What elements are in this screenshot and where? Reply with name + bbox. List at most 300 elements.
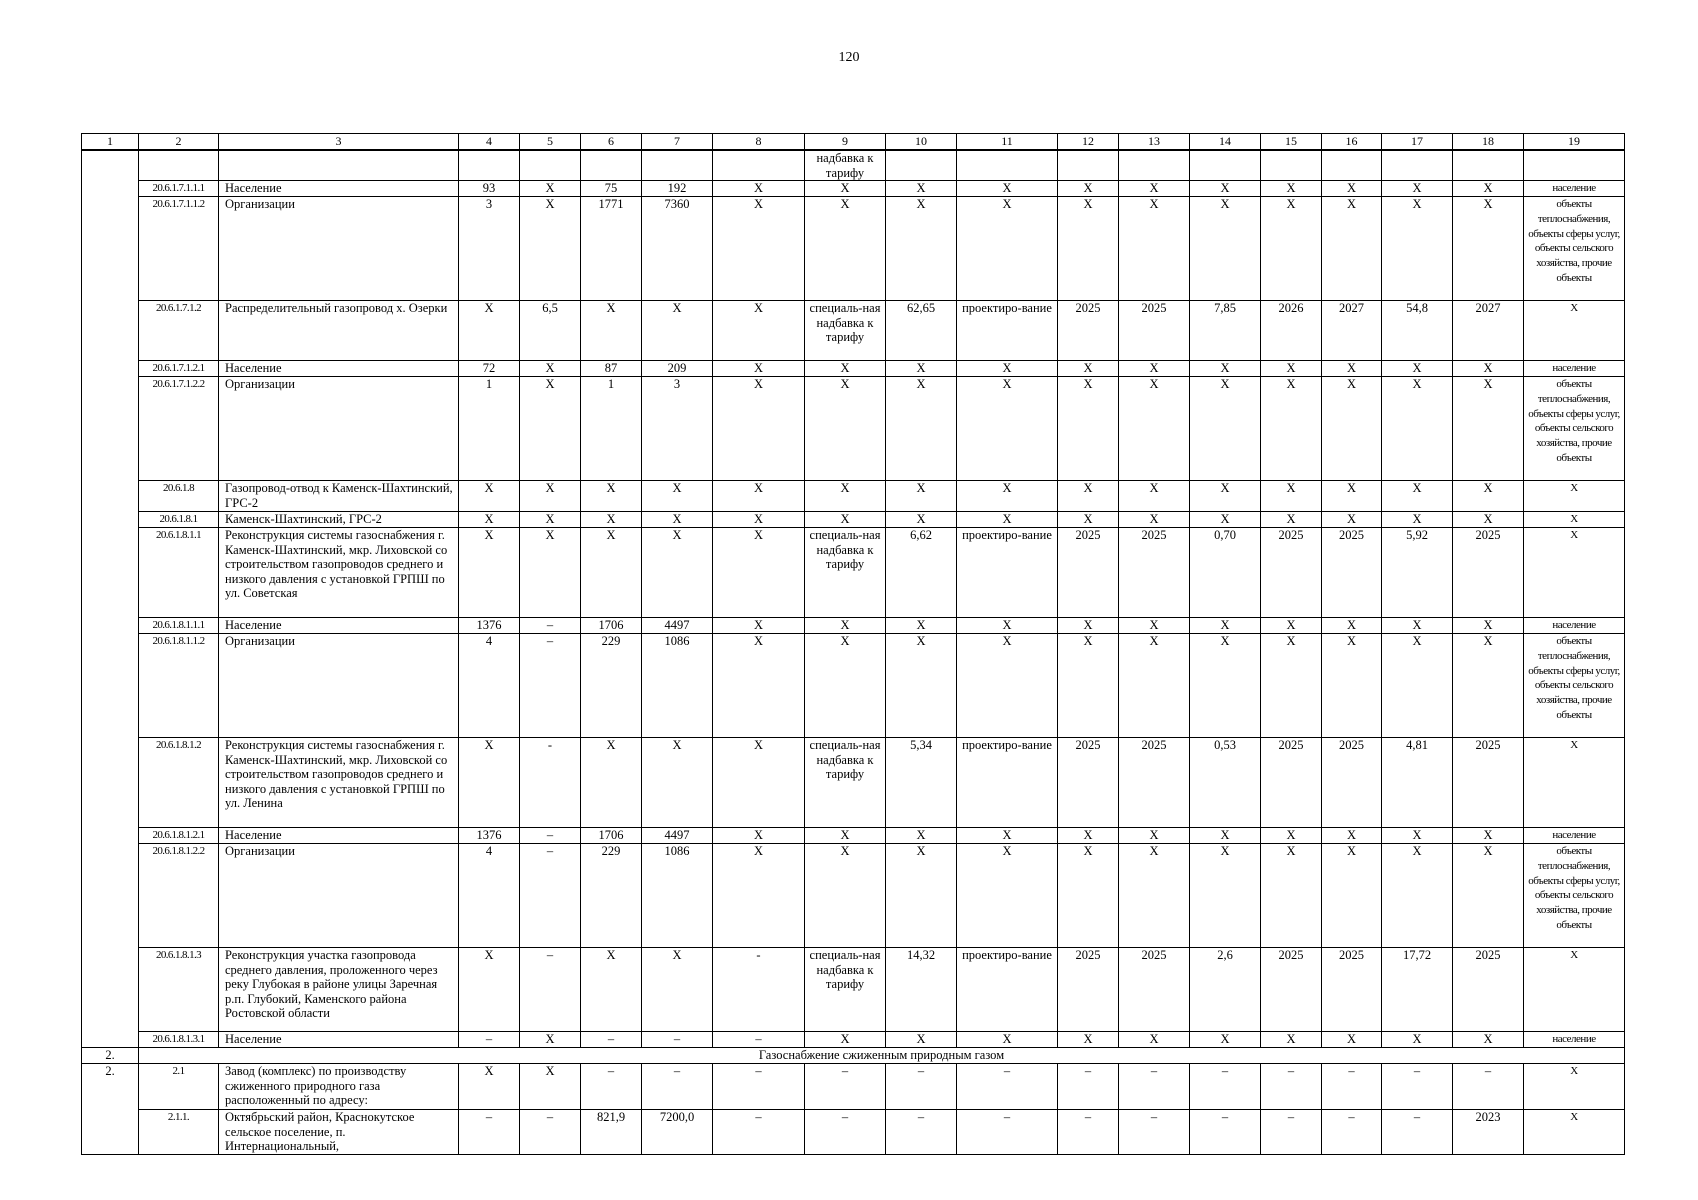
cell-col-17: X — [1382, 361, 1453, 377]
cell-col-10: X — [886, 197, 957, 301]
cell-col-9: X — [805, 844, 886, 948]
cell-col-5: – — [520, 618, 581, 634]
cell-col-12: X — [1058, 634, 1119, 738]
cell-col-15: X — [1261, 634, 1322, 738]
cell-col-13: 2025 — [1119, 528, 1190, 618]
cell-col-18: X — [1453, 512, 1524, 528]
table-row — [82, 738, 1625, 828]
cell-col-4: X — [459, 738, 520, 828]
table-row — [82, 1032, 1625, 1048]
cell-col-9: специаль-ная надбавка к тарифу — [805, 948, 886, 1032]
cell-col-2: 20.6.1.7.1.2.2 — [139, 377, 219, 481]
cell-col-15: X — [1261, 828, 1322, 844]
cell-col-10: X — [886, 618, 957, 634]
cell-col-10: X — [886, 1032, 957, 1048]
cell-col-16: 2025 — [1322, 528, 1382, 618]
cell-col-3: Организации — [219, 197, 459, 301]
table-row — [82, 618, 1625, 634]
cell-col-16: X — [1322, 618, 1382, 634]
cell-col-19: X — [1524, 948, 1625, 1032]
cell-col-14: X — [1190, 1032, 1261, 1048]
cell-col-11: X — [957, 361, 1058, 377]
cell-col-17: X — [1382, 828, 1453, 844]
cell-col-5: X — [520, 377, 581, 481]
table-row — [82, 1110, 1625, 1155]
cell-col-9: X — [805, 828, 886, 844]
cell-col-17: X — [1382, 844, 1453, 948]
cell-col-3: Население — [219, 1032, 459, 1048]
table-row — [82, 181, 1625, 197]
cell-col-8: X — [713, 361, 805, 377]
header-col-17: 17 — [1382, 134, 1453, 151]
table-row — [82, 844, 1625, 948]
cell-col-12: 2025 — [1058, 528, 1119, 618]
cell-col-6: X — [581, 738, 642, 828]
cell-col-19: X — [1524, 512, 1625, 528]
cell-col-2: 20.6.1.8.1.1.1 — [139, 618, 219, 634]
cell-col-11: X — [957, 512, 1058, 528]
cell-col-4: 4 — [459, 844, 520, 948]
cell-col-14: 0,70 — [1190, 528, 1261, 618]
cell-col-19 — [1524, 150, 1625, 181]
cell-col-4: X — [459, 1064, 520, 1110]
cell-col-9: X — [805, 1032, 886, 1048]
cell-col-2: 2.1 — [139, 1064, 219, 1110]
cell-col-19: X — [1524, 1110, 1625, 1155]
table-header-row — [82, 134, 1625, 151]
cell-col-2: 20.6.1.8.1 — [139, 512, 219, 528]
cell-col-11: X — [957, 634, 1058, 738]
cell-col-19: население — [1524, 1032, 1625, 1048]
cell-col-10: – — [886, 1064, 957, 1110]
cell-col-8 — [713, 150, 805, 181]
cell-col-9: X — [805, 377, 886, 481]
cell-col-2: 20.6.1.7.1.2.1 — [139, 361, 219, 377]
cell-col-3: Население — [219, 361, 459, 377]
cell-col-19: население — [1524, 618, 1625, 634]
cell-col-8: - — [713, 948, 805, 1032]
cell-col-18: X — [1453, 181, 1524, 197]
cell-col-2: 20.6.1.8.1.3.1 — [139, 1032, 219, 1048]
cell-col-12: X — [1058, 618, 1119, 634]
cell-col-13: X — [1119, 377, 1190, 481]
cell-col-17: X — [1382, 1032, 1453, 1048]
cell-col-6: 75 — [581, 181, 642, 197]
cell-col-11: X — [957, 1032, 1058, 1048]
cell-col-16: – — [1322, 1064, 1382, 1110]
cell-col-15: X — [1261, 481, 1322, 512]
cell-col-17: X — [1382, 634, 1453, 738]
cell-col-10: 6,62 — [886, 528, 957, 618]
cell-col-11: проектиро-вание — [957, 301, 1058, 361]
cell-col-11 — [957, 150, 1058, 181]
cell-col-15: – — [1261, 1064, 1322, 1110]
cell-col-5: X — [520, 481, 581, 512]
cell-col-15: X — [1261, 377, 1322, 481]
cell-col-6: 87 — [581, 361, 642, 377]
cell-col-6: 229 — [581, 634, 642, 738]
cell-col-7: 7360 — [642, 197, 713, 301]
cell-col-13: X — [1119, 481, 1190, 512]
cell-col-2: 20.6.1.8.1.2.2 — [139, 844, 219, 948]
header-col-1: 1 — [82, 134, 139, 151]
cell-col-7: 4497 — [642, 828, 713, 844]
header-col-11: 11 — [957, 134, 1058, 151]
cell-col-15: 2025 — [1261, 528, 1322, 618]
cell-col-16: X — [1322, 1032, 1382, 1048]
header-col-13: 13 — [1119, 134, 1190, 151]
cell-col-10: X — [886, 377, 957, 481]
cell-col-12: 2025 — [1058, 301, 1119, 361]
cell-col-13: X — [1119, 634, 1190, 738]
cell-col-10: X — [886, 634, 957, 738]
cell-col-10: 62,65 — [886, 301, 957, 361]
cell-col-4: 1376 — [459, 618, 520, 634]
cell-col-8: X — [713, 738, 805, 828]
cell-col-15: – — [1261, 1110, 1322, 1155]
header-col-4: 4 — [459, 134, 520, 151]
cell-col-7: X — [642, 481, 713, 512]
cell-col-2: 20.6.1.8.1.1.2 — [139, 634, 219, 738]
table-row — [82, 377, 1625, 481]
cell-col-9: специаль-ная надбавка к тарифу — [805, 301, 886, 361]
cell-col-11: X — [957, 181, 1058, 197]
cell-col-6 — [581, 150, 642, 181]
cell-col-11: X — [957, 618, 1058, 634]
cell-col-8: X — [713, 528, 805, 618]
cell-col-5: X — [520, 197, 581, 301]
cell-col-16: – — [1322, 1110, 1382, 1155]
cell-col-11: X — [957, 481, 1058, 512]
cell-col-17: – — [1382, 1064, 1453, 1110]
cell-col-11: проектиро-вание — [957, 738, 1058, 828]
cell-col-6: 229 — [581, 844, 642, 948]
cell-col-15: X — [1261, 197, 1322, 301]
cell-col-13: X — [1119, 361, 1190, 377]
cell-col-8: X — [713, 844, 805, 948]
cell-col-7: 1086 — [642, 844, 713, 948]
cell-col-12: 2025 — [1058, 948, 1119, 1032]
cell-col-3: Организации — [219, 377, 459, 481]
cell-col-4: X — [459, 528, 520, 618]
cell-col-10: 5,34 — [886, 738, 957, 828]
cell-col-16: X — [1322, 377, 1382, 481]
header-col-18: 18 — [1453, 134, 1524, 151]
cell-col-16: 2025 — [1322, 738, 1382, 828]
cell-col-13: X — [1119, 181, 1190, 197]
cell-col-14: 7,85 — [1190, 301, 1261, 361]
cell-col-3: Организации — [219, 634, 459, 738]
cell-col-16: X — [1322, 512, 1382, 528]
header-col-14: 14 — [1190, 134, 1261, 151]
cell-col-2 — [139, 150, 219, 181]
cell-col-7: X — [642, 528, 713, 618]
cell-col-17: X — [1382, 197, 1453, 301]
table-row — [82, 150, 1625, 181]
cell-col-7: 209 — [642, 361, 713, 377]
header-col-2: 2 — [139, 134, 219, 151]
cell-col-13: X — [1119, 618, 1190, 634]
cell-col-19: X — [1524, 1064, 1625, 1110]
cell-col-4: 3 — [459, 197, 520, 301]
cell-col-6: X — [581, 512, 642, 528]
cell-col-7: 1086 — [642, 634, 713, 738]
cell-col-4: 93 — [459, 181, 520, 197]
cell-col-6: 1771 — [581, 197, 642, 301]
cell-col-2: 20.6.1.8.1.1 — [139, 528, 219, 618]
cell-col-1: 2. — [82, 1064, 139, 1155]
cell-col-19: X — [1524, 528, 1625, 618]
cell-col-19: X — [1524, 301, 1625, 361]
cell-col-14 — [1190, 150, 1261, 181]
cell-col-9: – — [805, 1064, 886, 1110]
cell-col-18: 2025 — [1453, 738, 1524, 828]
cell-col-16: X — [1322, 481, 1382, 512]
cell-col-5: – — [520, 634, 581, 738]
cell-col-13: X — [1119, 197, 1190, 301]
cell-col-10: X — [886, 181, 957, 197]
cell-col-16: X — [1322, 197, 1382, 301]
cell-col-13: 2025 — [1119, 738, 1190, 828]
cell-col-2: 20.6.1.7.1.1.1 — [139, 181, 219, 197]
cell-col-17: 17,72 — [1382, 948, 1453, 1032]
cell-col-4: X — [459, 481, 520, 512]
cell-col-9: X — [805, 618, 886, 634]
cell-col-11: X — [957, 844, 1058, 948]
cell-col-6: 821,9 — [581, 1110, 642, 1155]
cell-col-13: – — [1119, 1110, 1190, 1155]
cell-col-15: 2026 — [1261, 301, 1322, 361]
cell-col-8: X — [713, 828, 805, 844]
cell-col-8: X — [713, 377, 805, 481]
cell-col-9: X — [805, 481, 886, 512]
cell-col-8: X — [713, 481, 805, 512]
cell-col-10: X — [886, 512, 957, 528]
cell-col-18: X — [1453, 844, 1524, 948]
cell-col-17: X — [1382, 481, 1453, 512]
cell-col-6: X — [581, 301, 642, 361]
table-row — [82, 301, 1625, 361]
cell-col-3: Население — [219, 618, 459, 634]
cell-col-17 — [1382, 150, 1453, 181]
cell-col-11: X — [957, 828, 1058, 844]
cell-col-12: X — [1058, 181, 1119, 197]
cell-col-9: специаль-ная надбавка к тарифу — [805, 738, 886, 828]
cell-col-9: надбавка к тарифу — [805, 150, 886, 181]
cell-col-8: X — [713, 512, 805, 528]
header-col-12: 12 — [1058, 134, 1119, 151]
cell-col-19: население — [1524, 361, 1625, 377]
cell-col-11: X — [957, 377, 1058, 481]
cell-col-16: 2025 — [1322, 948, 1382, 1032]
cell-col-18: X — [1453, 377, 1524, 481]
cell-col-12: X — [1058, 844, 1119, 948]
cell-col-17: 5,92 — [1382, 528, 1453, 618]
cell-col-14: X — [1190, 512, 1261, 528]
cell-col-10: X — [886, 361, 957, 377]
cell-col-17: X — [1382, 377, 1453, 481]
cell-col-3: Каменск-Шахтинский, ГРС-2 — [219, 512, 459, 528]
cell-col-18: 2027 — [1453, 301, 1524, 361]
cell-col-16: X — [1322, 361, 1382, 377]
cell-col-7: X — [642, 512, 713, 528]
cell-col-8: – — [713, 1064, 805, 1110]
header-col-8: 8 — [713, 134, 805, 151]
cell-col-12: X — [1058, 1032, 1119, 1048]
cell-col-12: – — [1058, 1110, 1119, 1155]
cell-col-19: X — [1524, 481, 1625, 512]
cell-col-4: 1 — [459, 377, 520, 481]
cell-col-5: X — [520, 528, 581, 618]
cell-col-2: 20.6.1.8 — [139, 481, 219, 512]
cell-col-19: объекты теплоснабжения, объекты сферы услуг, объекты сельского хозяйства, прочие объекты — [1524, 634, 1625, 738]
cell-col-14: X — [1190, 377, 1261, 481]
header-col-6: 6 — [581, 134, 642, 151]
cell-col-7: – — [642, 1064, 713, 1110]
cell-col-11: – — [957, 1064, 1058, 1110]
cell-col-8: X — [713, 181, 805, 197]
cell-col-19: объекты теплоснабжения, объекты сферы услуг, объекты сельского хозяйства, прочие объекты — [1524, 377, 1625, 481]
cell-col-15: X — [1261, 361, 1322, 377]
cell-col-15: X — [1261, 1032, 1322, 1048]
cell-col-3: Реконструкция системы газоснабжения г. Каменск-Шахтинский, мкр. Лиховской со строительством газопроводов среднего и низкого давления с установкой ГРПШ по ул. Советская — [219, 528, 459, 618]
cell-col-4: – — [459, 1110, 520, 1155]
cell-col-17: X — [1382, 512, 1453, 528]
cell-col-14: 2,6 — [1190, 948, 1261, 1032]
cell-col-17: X — [1382, 181, 1453, 197]
cell-col-5: X — [520, 1032, 581, 1048]
header-col-7: 7 — [642, 134, 713, 151]
section-title: Газоснабжение сжиженным природным газом — [139, 1048, 1625, 1064]
cell-col-9: X — [805, 181, 886, 197]
cell-col-2: 2.1.1. — [139, 1110, 219, 1155]
cell-col-16: X — [1322, 181, 1382, 197]
cell-col-5: X — [520, 181, 581, 197]
cell-col-10 — [886, 150, 957, 181]
cell-col-14: – — [1190, 1110, 1261, 1155]
cell-col-16: X — [1322, 844, 1382, 948]
cell-col-19: население — [1524, 181, 1625, 197]
cell-col-18: X — [1453, 828, 1524, 844]
cell-col-10: 14,32 — [886, 948, 957, 1032]
cell-col-18: X — [1453, 1032, 1524, 1048]
cell-col-9: – — [805, 1110, 886, 1155]
cell-col-6: 1706 — [581, 618, 642, 634]
cell-col-3: Организации — [219, 844, 459, 948]
cell-col-13: X — [1119, 1032, 1190, 1048]
cell-col-12: 2025 — [1058, 738, 1119, 828]
cell-col-11: – — [957, 1110, 1058, 1155]
cell-col-6: X — [581, 948, 642, 1032]
cell-col-9: X — [805, 634, 886, 738]
cell-col-18 — [1453, 150, 1524, 181]
cell-col-3: Газопровод-отвод к Каменск-Шахтинский, ГРС-2 — [219, 481, 459, 512]
cell-col-18: 2023 — [1453, 1110, 1524, 1155]
cell-col-15: X — [1261, 844, 1322, 948]
cell-col-3: Реконструкция системы газоснабжения г. Каменск-Шахтинский, мкр. Лиховской со строительством газопроводов среднего и низкого давления с установкой ГРПШ по ул. Ленина — [219, 738, 459, 828]
cell-col-9: X — [805, 197, 886, 301]
section-number: 2. — [82, 1048, 139, 1064]
cell-col-6: – — [581, 1032, 642, 1048]
cell-col-14: X — [1190, 197, 1261, 301]
cell-col-10: X — [886, 844, 957, 948]
cell-col-6: 1 — [581, 377, 642, 481]
cell-col-12: X — [1058, 828, 1119, 844]
cell-col-14: 0,53 — [1190, 738, 1261, 828]
cell-col-8: X — [713, 301, 805, 361]
table-row — [82, 1064, 1625, 1110]
cell-col-5: – — [520, 844, 581, 948]
cell-col-9: X — [805, 361, 886, 377]
cell-col-15: 2025 — [1261, 948, 1322, 1032]
cell-col-3 — [219, 150, 459, 181]
cell-col-17: 54,8 — [1382, 301, 1453, 361]
cell-col-2: 20.6.1.8.1.2.1 — [139, 828, 219, 844]
cell-col-12: X — [1058, 377, 1119, 481]
cell-col-13: 2025 — [1119, 948, 1190, 1032]
cell-col-6: 1706 — [581, 828, 642, 844]
cell-col-16 — [1322, 150, 1382, 181]
cell-col-8: X — [713, 618, 805, 634]
cell-col-16: X — [1322, 828, 1382, 844]
cell-col-16: X — [1322, 634, 1382, 738]
cell-col-13 — [1119, 150, 1190, 181]
cell-col-12: – — [1058, 1064, 1119, 1110]
cell-col-6: X — [581, 481, 642, 512]
cell-col-4: 1376 — [459, 828, 520, 844]
cell-col-19: объекты теплоснабжения, объекты сферы услуг, объекты сельского хозяйства, прочие объекты — [1524, 197, 1625, 301]
cell-col-4 — [459, 150, 520, 181]
cell-col-6: X — [581, 528, 642, 618]
cell-col-15: X — [1261, 618, 1322, 634]
cell-col-8: X — [713, 634, 805, 738]
cell-col-2: 20.6.1.8.1.2 — [139, 738, 219, 828]
cell-col-9: X — [805, 512, 886, 528]
cell-col-3: Распределительный газопровод х. Озерки — [219, 301, 459, 361]
table-row — [82, 634, 1625, 738]
cell-col-13: – — [1119, 1064, 1190, 1110]
cell-col-5: – — [520, 948, 581, 1032]
cell-col-14: – — [1190, 1064, 1261, 1110]
cell-col-4: X — [459, 512, 520, 528]
cell-col-4: – — [459, 1032, 520, 1048]
cell-col-14: X — [1190, 481, 1261, 512]
cell-col-12: X — [1058, 481, 1119, 512]
cell-col-4: 4 — [459, 634, 520, 738]
cell-col-10: X — [886, 828, 957, 844]
cell-col-5: – — [520, 1110, 581, 1155]
table-row — [82, 481, 1625, 512]
cell-col-8: – — [713, 1032, 805, 1048]
cell-col-13: 2025 — [1119, 301, 1190, 361]
cell-col-5: X — [520, 512, 581, 528]
cell-col-8: X — [713, 197, 805, 301]
cell-col-17: X — [1382, 618, 1453, 634]
cell-col-2: 20.6.1.8.1.3 — [139, 948, 219, 1032]
cell-col-17: 4,81 — [1382, 738, 1453, 828]
cell-col-4: X — [459, 948, 520, 1032]
cell-col-12: X — [1058, 512, 1119, 528]
cell-col-19: население — [1524, 828, 1625, 844]
header-col-3: 3 — [219, 134, 459, 151]
cell-col-10: X — [886, 481, 957, 512]
cell-col-6: – — [581, 1064, 642, 1110]
cell-col-3: Реконструкция участка газопровода среднего давления, проложенного через реку Глубокая в районе улицы Заречная р.п. Глубокий, Каменского района Ростовской области — [219, 948, 459, 1032]
cell-col-1 — [82, 150, 139, 1048]
table-row — [82, 361, 1625, 377]
table-row — [82, 828, 1625, 844]
cell-col-18: X — [1453, 634, 1524, 738]
